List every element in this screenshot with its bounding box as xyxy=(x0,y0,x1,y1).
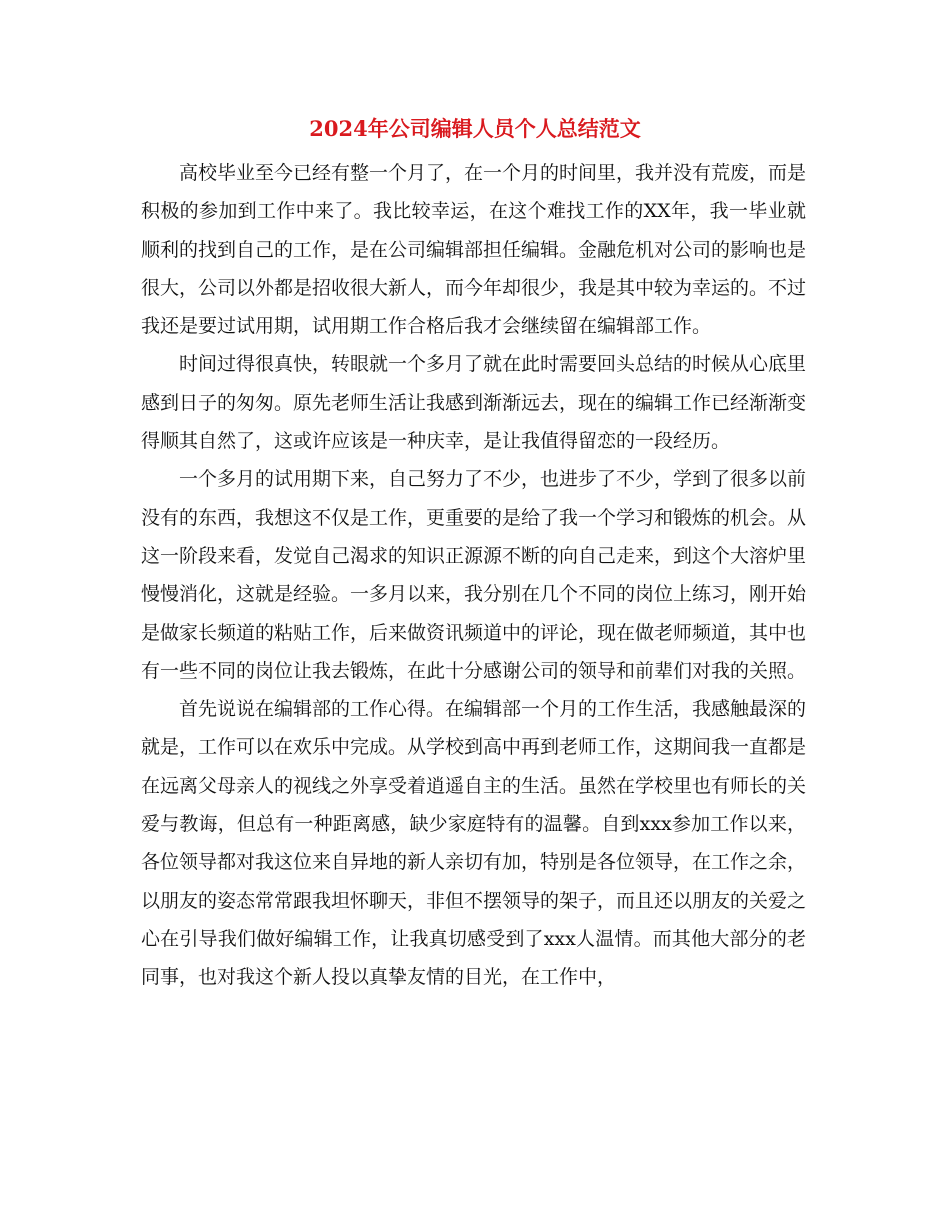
paragraph-2: 时间过得很真快，转眼就一个多月了就在此时需要回头总结的时候从心底里感到日子的匆匆。原先老师生活让我感到渐渐远去，现在的编辑工作已经渐渐变得顺其自然了，这或许应该是一种庆幸，是让我值得留恋的一段经历。 xyxy=(141,353,807,453)
document-title: 2024年公司编辑人员个人总结范文 xyxy=(309,116,641,141)
paragraph-4: 首先说说在编辑部的工作心得。在编辑部一个月的工作生活，我感触最深的就是，工作可以在欢乐中完成。从学校到高中再到老师工作，这期间我一直都是在远离父母亲人的视线之外享受着逍遥自主的生活。虽然在学校里也有师长的关爱与教诲，但总有一种距离感，缺少家庭特有的温馨。自到xxx参加工作以来，各位领导都对我这位来自异地的新人亲切有加，特别是各位领导，在工作之余，以朋友的姿态常常跟我坦怀聊天，非但不摆领导的架子，而且还以朋友的关爱之心在引导我们做好编辑工作，让我真切感受到了xxx人温情。而其他大部分的老同事，也对我这个新人投以真挚友情的目光，在工作中， xyxy=(141,698,807,989)
document-body xyxy=(141,154,806,997)
paragraph-1: 高校毕业至今已经有整一个月了，在一个月的时间里，我并没有荒废，而是积极的参加到工作中来了。我比较幸运，在这个难找工作的XX年，我一毕业就顺利的找到自己的工作，是在公司编辑部担任编辑。金融危机对公司的影响也是很大，公司以外都是招收很大新人，而今年却很少，我是其中较为幸运的。不过我还是要过试用期，试用期工作合格后我才会继续留在编辑部工作。 xyxy=(141,162,807,338)
paragraph-3: 一个多月的试用期下来，自己努力了不少，也进步了不少，学到了很多以前没有的东西，我想这不仅是工作，更重要的是给了我一个学习和锻炼的机会。从这一阶段来看，发觉自己渴求的知识正源源不断的向自己走来，到这个大溶炉里慢慢消化，这就是经验。一多月以来，我分别在几个不同的岗位上练习，刚开始是做家长频道的粘贴工作，后来做资讯频道中的评论，现在做老师频道，其中也有一些不同的岗位让我去锻炼，在此十分感谢公司的领导和前辈们对我的关照。 xyxy=(141,468,807,682)
